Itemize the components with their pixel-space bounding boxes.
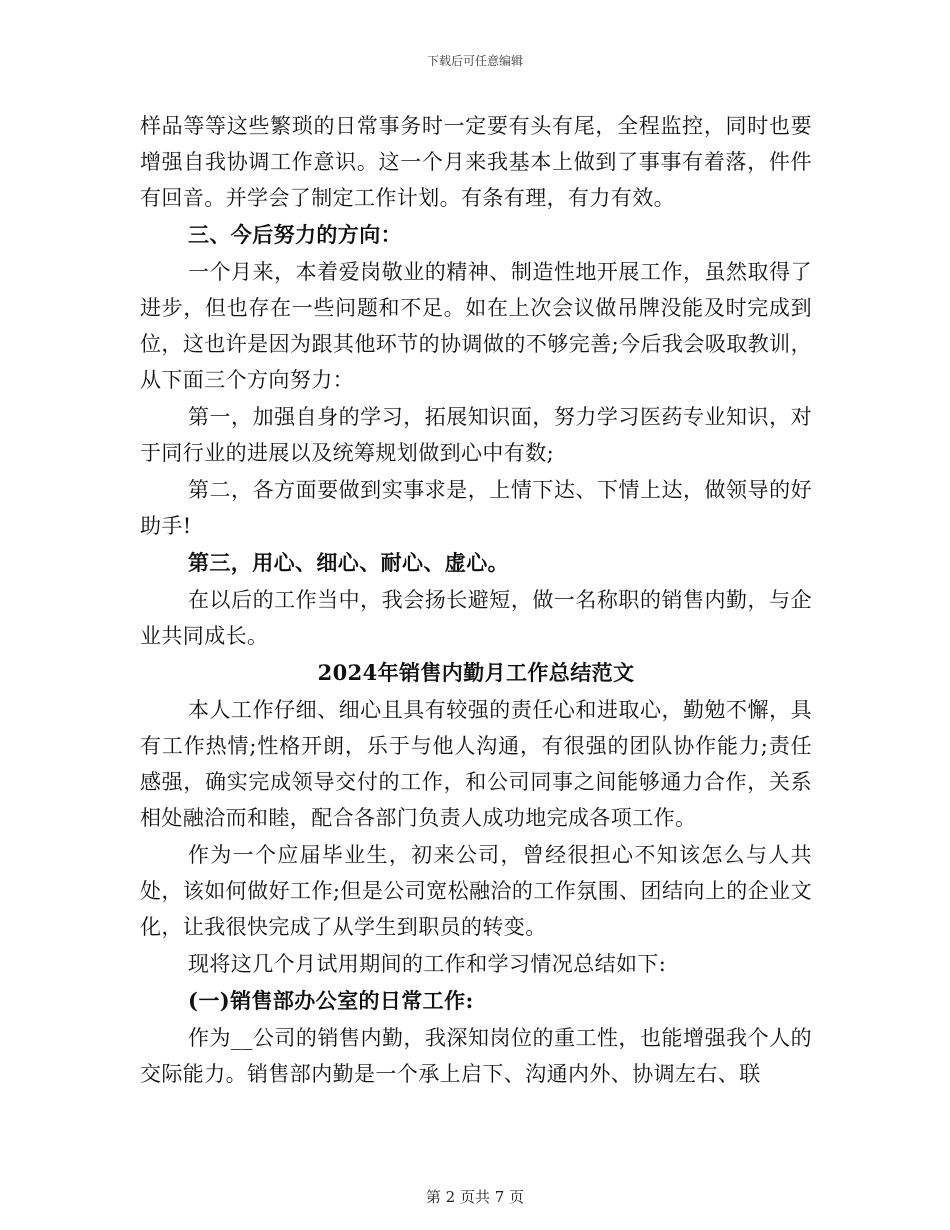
heading-future-direction: 三、今后努力的方向： (188, 222, 402, 247)
paragraph-4: 第二，各方面要做到实事求是，上情下达、下情上达，做领导的好助手! (140, 478, 812, 538)
heading-third-point: 第三，用心、细心、耐心、虚心。 (188, 550, 509, 575)
page-number: 第 2 页共 7 页 (425, 1188, 525, 1206)
paragraph-1: 样品等等这些繁琐的日常事务时一定要有头有尾，全程监控，同时也要增强自我协调工作意识。这一个月来我基本上做到了事事有着落，件件有回音。并学会了制定工作计划。有条有理，有力有效。 (140, 114, 812, 210)
paragraph-6: 本人工作仔细、细心且具有较强的责任心和进取心，勤勉不懈，具有工作热情;性格开朗，乐于与他人沟通，有很强的团队协作能力;责任感强，确实完成领导交付的工作，和公司同事之间能够通力合作，关系相处融洽而和睦，配合各部门负责人成功地完成各项工作。 (140, 698, 812, 830)
paragraph-7: 作为一个应届毕业生，初来公司，曾经很担心不知该怎么与人共处，该如何做好工作;但是公司宽松融洽的工作氛围、团结向上的企业文化，让我很快完成了从学生到职员的转变。 (140, 843, 812, 939)
heading-daily-work: (一)销售部办公室的日常工作: (188, 988, 474, 1013)
document-body (140, 108, 812, 1093)
paragraph-9: 作为__公司的销售内勤，我深知岗位的重工性，也能增强我个人的交际能力。销售部内勤是一个承上启下、沟通内外、协调左右、联 (140, 1026, 812, 1086)
paragraph-2: 一个月来，本着爱岗敬业的精神、制造性地开展工作，虽然取得了进步，但也存在一些问题和不足。如在上次会议做吊牌没能及时完成到位，这也许是因为跟其他环节的协调做的不够完善;今后我会吸取教训，从下面三个方向努力： (140, 260, 812, 392)
paragraph-3: 第一，加强自身的学习，拓展知识面，努力学习医药专业知识，对于同行业的进展以及统筹规划做到心中有数; (140, 405, 812, 465)
paragraph-5: 在以后的工作当中，我会扬长避短，做一名称职的销售内勤，与企业共同成长。 (140, 588, 812, 648)
section-title: 2024年销售内勤月工作总结范文 (317, 660, 635, 685)
page-header-note: 下载后可任意编辑 (426, 54, 523, 68)
paragraph-8: 现将这几个月试用期间的工作和学习情况总结如下: (188, 952, 667, 976)
